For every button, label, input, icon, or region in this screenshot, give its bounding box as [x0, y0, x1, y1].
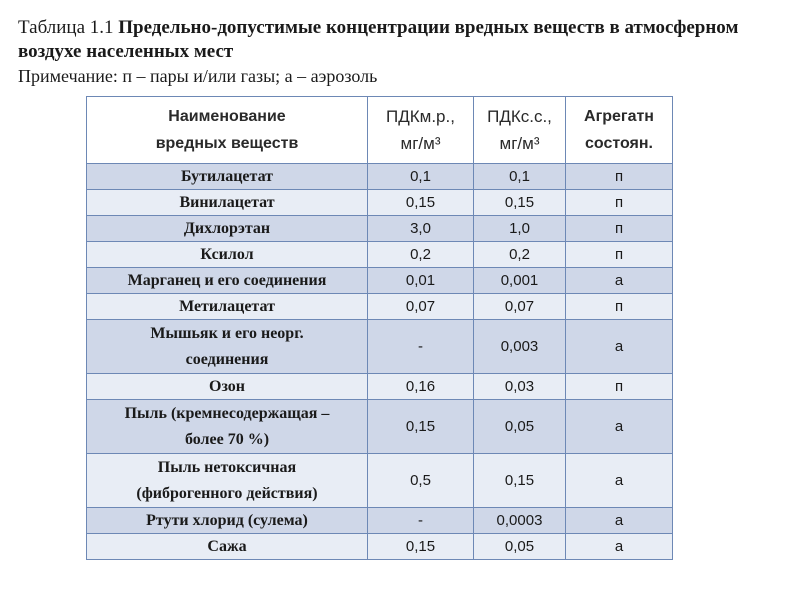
- pdk-ss-value: 0,1: [474, 164, 566, 190]
- header-line: вредных веществ: [155, 135, 299, 152]
- aggregate-state-value: п: [566, 190, 673, 216]
- pdk-mr-value: 0,1: [368, 164, 474, 190]
- substance-name: [87, 454, 368, 508]
- table-row: [87, 508, 673, 534]
- substance-name-line: Пыль нетоксичная: [157, 458, 297, 476]
- substance-name-line: соединения: [185, 350, 269, 368]
- aggregate-state-value: а: [566, 454, 673, 508]
- pdk-ss-value: 0,003: [474, 320, 566, 374]
- pdk-ss-value: 0,03: [474, 374, 566, 400]
- aggregate-state-value: п: [566, 164, 673, 190]
- pdk-ss-value: 0,15: [474, 190, 566, 216]
- aggregate-state-value: а: [566, 508, 673, 534]
- table-header-row: [87, 97, 673, 164]
- pdk-mr-value: 0,01: [368, 268, 474, 294]
- pdk-mr-value: 0,15: [368, 400, 474, 454]
- pdk-mr-value: 0,5: [368, 454, 474, 508]
- substance-name-line: Мышьяк и его неорг.: [150, 324, 304, 342]
- pdk-ss-value: 0,05: [474, 400, 566, 454]
- aggregate-state-value: а: [566, 268, 673, 294]
- substance-name-line: (фиброгенного действия): [136, 484, 318, 502]
- pdk-ss-value: 0,15: [474, 454, 566, 508]
- table-row: [87, 294, 673, 320]
- pdk-mr-value: 0,15: [368, 190, 474, 216]
- pdk-mr-value: -: [368, 508, 474, 534]
- pdk-ss-value: 0,05: [474, 534, 566, 560]
- substance-name: Ртути хлорид (сулема): [87, 508, 368, 534]
- substance-name-line: более 70 %): [184, 430, 270, 448]
- header-line: состоян.: [585, 135, 653, 152]
- substance-name: [87, 320, 368, 374]
- substance-name: Бутилацетат: [87, 164, 368, 190]
- aggregate-state-value: а: [566, 534, 673, 560]
- table-row: [87, 190, 673, 216]
- table-row: [87, 216, 673, 242]
- aggregate-state-value: п: [566, 216, 673, 242]
- header-line: ПДКм.р.,: [386, 107, 455, 126]
- table-row: [87, 454, 673, 508]
- substance-name-line: Пыль (кремнесодержащая –: [124, 404, 330, 422]
- header-line: мг/м³: [400, 134, 441, 153]
- pdk-mr-value: 3,0: [368, 216, 474, 242]
- table-row: [87, 320, 673, 374]
- aggregate-state-value: а: [566, 400, 673, 454]
- table-row: [87, 242, 673, 268]
- pdk-table: [86, 96, 673, 560]
- substance-name: Метилацетат: [87, 294, 368, 320]
- table-row: [87, 400, 673, 454]
- header-aggregate-state: [566, 97, 673, 164]
- table-title: Предельно-допустимые концентрации вредных веществ в атмосферном воздухе населенных мест: [18, 17, 739, 62]
- pdk-mr-value: 0,07: [368, 294, 474, 320]
- aggregate-state-value: п: [566, 294, 673, 320]
- header-line: Наименование: [168, 108, 286, 125]
- substance-name: Дихлорэтан: [87, 216, 368, 242]
- aggregate-state-value: п: [566, 242, 673, 268]
- table-row: [87, 374, 673, 400]
- table-row: [87, 534, 673, 560]
- pdk-mr-value: 0,2: [368, 242, 474, 268]
- pdk-ss-value: 0,001: [474, 268, 566, 294]
- pdk-mr-value: 0,16: [368, 374, 474, 400]
- pdk-mr-value: 0,15: [368, 534, 474, 560]
- header-line: ПДКс.с.,: [487, 107, 552, 126]
- table-row: [87, 268, 673, 294]
- table-caption: [18, 16, 788, 64]
- pdk-mr-value: -: [368, 320, 474, 374]
- pdk-ss-value: 1,0: [474, 216, 566, 242]
- header-pdk-ss: [474, 97, 566, 164]
- header-line: Агрегатн: [584, 108, 654, 125]
- substance-name: Сажа: [87, 534, 368, 560]
- header-line: мг/м³: [499, 134, 540, 153]
- table-label: Таблица 1.1: [18, 17, 114, 38]
- substance-name: [87, 400, 368, 454]
- aggregate-state-value: а: [566, 320, 673, 374]
- substance-name: Винилацетат: [87, 190, 368, 216]
- pdk-ss-value: 0,07: [474, 294, 566, 320]
- substance-name: Ксилол: [87, 242, 368, 268]
- document-header: [18, 16, 788, 88]
- substance-name: Озон: [87, 374, 368, 400]
- aggregate-state-value: п: [566, 374, 673, 400]
- header-pdk-mr: [368, 97, 474, 164]
- pdk-ss-value: 0,2: [474, 242, 566, 268]
- header-substance-name: [87, 97, 368, 164]
- substance-name: Марганец и его соединения: [87, 268, 368, 294]
- pdk-ss-value: 0,0003: [474, 508, 566, 534]
- table-note: Примечание: п – пары и/или газы; а – аэрозоль: [18, 66, 378, 86]
- table-row: [87, 164, 673, 190]
